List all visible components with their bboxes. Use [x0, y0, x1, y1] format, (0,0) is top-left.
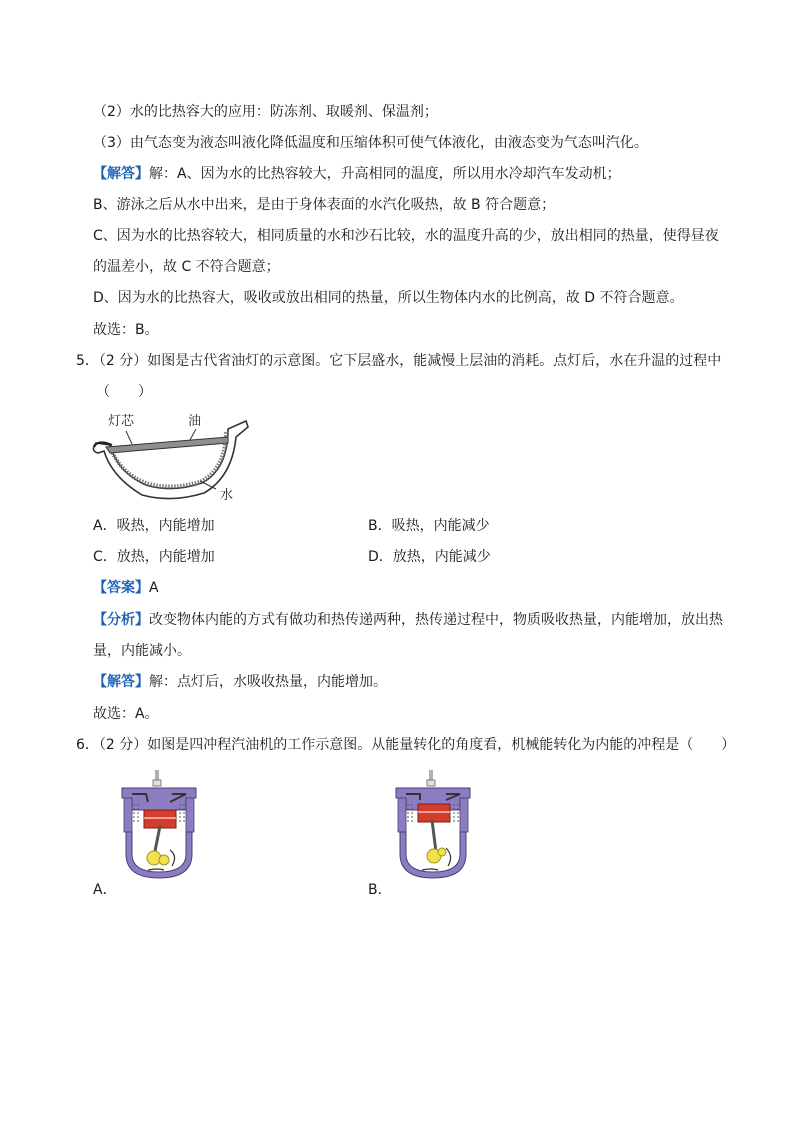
q6-stem: 6．（2 分）如图是四冲程汽油机的工作示意图。从能量转化的角度看，机械能转化为内能的冲程是（ ） [76, 737, 736, 753]
solution-line-1 [93, 164, 621, 184]
analysis-text: 改变物体内能的方式有做功和热传递两种，热传递过程中，物质吸收热量，内能增加，放出热 [149, 612, 723, 628]
answer-value: A [149, 580, 159, 596]
piston [418, 804, 450, 822]
solution-tag: 【解答】 [93, 166, 149, 182]
solution-text: 解：A、因为水的比热容较大，升高相同的温度，所以用水冷却汽车发动机； [149, 166, 621, 182]
oil-lamp-figure [92, 407, 252, 505]
engine-diagram-b [392, 770, 474, 882]
q5-choice: 故选：A。 [93, 706, 159, 722]
choice-line: 故选：B。 [93, 322, 159, 338]
q5-answer [93, 578, 159, 598]
q5-solution-tag: 【解答】 [93, 674, 149, 690]
solution-line-b: B、游泳之后从水中出来，是由于身体表面的水汽化吸热，故 B 符合题意； [93, 197, 556, 213]
cylinder-head [122, 788, 196, 810]
q5-solution [93, 672, 387, 692]
q6-option-a: A． [93, 882, 117, 898]
analysis-line-2: （2）水的比热容大的应用：防冻剂、取暖剂、保温剂； [93, 104, 438, 120]
q6-option-b: B． [368, 882, 392, 898]
solution-line-c: C、因为水的比热容较大，相同质量的水和沙石比较，水的温度升高的少，放出相同的热量，使得昼夜 [93, 228, 719, 244]
piston [144, 810, 176, 828]
q5-analysis-2: 量，内能减小。 [93, 643, 191, 659]
analysis-tag: 【分析】 [93, 612, 149, 628]
water-label: 水 [220, 488, 234, 503]
engine-diagram-a [118, 770, 200, 882]
oil-layer [106, 437, 228, 453]
analysis-line-3: （3）由气态变为液态叫液化降低温度和压缩体积可使气体液化，由液态变为气态叫汽化。 [93, 135, 648, 151]
q5-option-a: A．吸热，内能增加 [93, 518, 215, 534]
q5-analysis-1 [93, 610, 723, 630]
solution-line-c2: 的温差小，故 C 不符合题意； [93, 259, 280, 275]
q5-stem: 5．（2 分）如图是古代省油灯的示意图。它下层盛水，能减慢上层油的消耗。点灯后，水在升温的过程中 [76, 353, 722, 369]
q5-solution-text: 解：点灯后，水吸收热量，内能增加。 [149, 674, 387, 690]
oil-label: 油 [188, 414, 202, 429]
answer-tag: 【答案】 [93, 580, 149, 596]
q5-option-d: D．放热，内能减少 [368, 549, 491, 565]
wick-label: 灯芯 [108, 414, 135, 429]
solution-line-d: D、因为水的比热容大，吸收或放出相同的热量，所以生物体内水的比例高，故 D 不符合题意。 [93, 290, 684, 306]
q5-paren: （ ） [96, 384, 152, 400]
q5-option-c: C．放热，内能增加 [93, 549, 215, 565]
q5-option-b: B．吸热，内能减少 [368, 518, 490, 534]
connecting-rod [432, 820, 436, 852]
